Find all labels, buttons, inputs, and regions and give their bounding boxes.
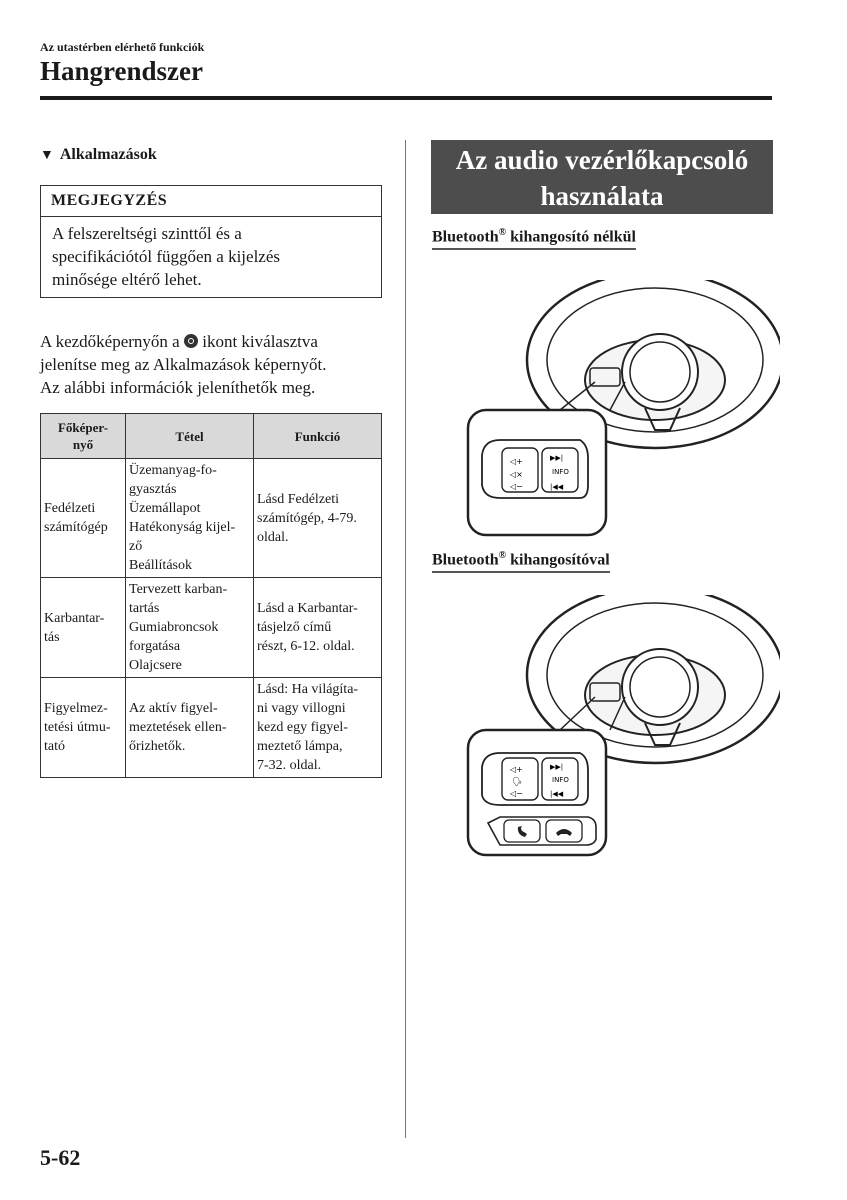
info-label: INFO [552, 776, 569, 784]
subheading-text: kihangosítóval [506, 551, 610, 569]
header-function: Funkció [254, 414, 382, 459]
table-cell: Üzemanyag-fo- gyasztás Üzemállapot Hatékonyság kijel- ző Beállítások [126, 459, 254, 578]
section-heading [40, 146, 157, 164]
banner-line: Az audio vezérlőkapcsoló [455, 145, 749, 175]
volume-down-label: ◁− [510, 482, 523, 491]
volume-up-label: ◁+ [510, 457, 523, 466]
table-row [41, 578, 382, 678]
subheading-text: Bluetooth [432, 551, 499, 569]
header-main-screen: Főképer- nyő [41, 414, 126, 459]
table-cell: Lásd a Karbantar- tásjelző című részt, 6-12. oldal. [254, 578, 382, 678]
subheading-without-handsfree [432, 227, 636, 250]
section-title-banner [431, 140, 773, 214]
page-title: Hangrendszer [40, 56, 203, 86]
subheading-with-handsfree [432, 550, 610, 573]
previous-track-label: |◀◀ [550, 483, 564, 491]
table-cell: Lásd Fedélzeti számítógép, 4-79. oldal. [254, 459, 382, 578]
talk-label: 🗣 [512, 777, 523, 786]
subheading-text: Bluetooth [432, 228, 499, 246]
header-item: Tétel [126, 414, 254, 459]
intro-text: A kezdőképernyőn a [40, 332, 180, 351]
applications-icon [184, 334, 198, 348]
note-text [41, 217, 381, 297]
triangle-down-icon: ▼ [40, 148, 54, 163]
subheading-text: kihangosító nélkül [506, 228, 636, 246]
table-header-row [41, 414, 382, 459]
intro-text: Az alábbi információk jeleníthetők meg. [40, 378, 316, 397]
note-line: specifikációtól függően a kijelzés [52, 247, 280, 266]
next-track-label: ▶▶| [550, 454, 564, 462]
table-cell: Tervezett karban- tartás Gumiabroncsok forgatása Olajcsere [126, 578, 254, 678]
intro-paragraph [40, 330, 390, 399]
table-cell: Az aktív figyel- meztetések ellen- őrizhetők. [126, 678, 254, 778]
table-cell: Karbantar- tás [41, 578, 126, 678]
steering-wheel-handsfree-illustration [460, 595, 780, 860]
registered-mark: ® [498, 227, 507, 238]
next-track-label: ▶▶| [550, 763, 564, 771]
note-title: MEGJEGYZÉS [41, 186, 381, 217]
breadcrumb: Az utastérben elérhető funkciók [40, 40, 205, 54]
table-cell: Figyelmez- tetési útmu- tató [41, 678, 126, 778]
table-cell: Fedélzeti számítógép [41, 459, 126, 578]
previous-track-label: |◀◀ [550, 790, 564, 798]
intro-text: ikont kiválasztva [202, 332, 318, 351]
volume-up-label: ◁+ [510, 765, 523, 774]
info-label: INFO [552, 468, 569, 476]
table-cell: Lásd: Ha világíta- ni vagy villogni kezd egy figyel- meztető lámpa, 7-32. oldal. [254, 678, 382, 778]
column-divider [405, 140, 406, 1138]
page-number: 5-62 [40, 1145, 81, 1170]
title-rule [40, 96, 772, 100]
steering-wheel-illustration [460, 280, 780, 540]
section-heading-label: Alkalmazások [59, 146, 157, 163]
volume-down-label: ◁− [510, 789, 523, 798]
applications-table [40, 413, 382, 778]
note-box [40, 185, 382, 298]
mute-label: ◁× [510, 470, 523, 479]
intro-text: jelenítse meg az Alkalmazások képernyőt. [40, 355, 327, 374]
registered-mark: ® [498, 550, 507, 561]
note-line: minősége eltérő lehet. [52, 270, 202, 289]
table-row [41, 678, 382, 778]
table-row [41, 459, 382, 578]
note-line: A felszereltségi szinttől és a [52, 224, 242, 243]
banner-line: használata [540, 181, 664, 211]
